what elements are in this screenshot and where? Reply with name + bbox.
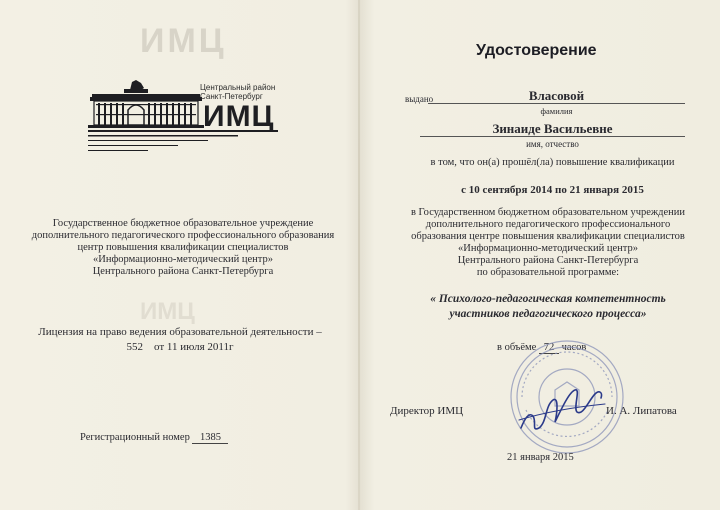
- watermark-logo: ИМЦ: [140, 22, 227, 60]
- license-number: 552: [126, 341, 143, 353]
- org-left-line: Государственное бюджетное образовательное учреждение: [52, 218, 314, 229]
- course-dates: с 10 сентября 2014 по 21 января 2015: [461, 184, 644, 196]
- registration-label: Регистрационный номер: [80, 432, 190, 443]
- program-line: участников педагогического процесса»: [449, 308, 647, 320]
- organization-right: [393, 207, 703, 279]
- license-number-line: [20, 340, 340, 355]
- org-left-line: центр повышения квалификации специалистов: [77, 242, 289, 253]
- certify-text: в том, что он(а) прошёл(ла) повышение квалификации: [430, 157, 675, 168]
- org-left-line: «Информационно-методический центр»: [93, 254, 273, 265]
- license-line: Лицензия на право ведения образовательной деятельности –: [38, 326, 322, 338]
- volume-prefix: в объёме: [497, 342, 537, 353]
- org-left-line: дополнительного педагогического профессионального образования: [31, 230, 335, 241]
- director-name: И. А. Липатова: [606, 405, 677, 417]
- firstname-caption: имя, отчество: [526, 139, 579, 149]
- org-right-line: «Информационно-методический центр»: [458, 243, 638, 254]
- document-title: Удостоверение: [476, 42, 597, 59]
- director-signature: [515, 378, 610, 438]
- org-right-line: по образовательной программе:: [476, 267, 620, 278]
- page-fold: [358, 0, 360, 510]
- logo-abbreviation: ИМЦ: [203, 100, 275, 133]
- org-right-line: Центрального района Санкт-Петербурга: [457, 255, 639, 266]
- org-left-line: Центрального района Санкт-Петербурга: [92, 266, 274, 277]
- org-right-line: дополнительного педагогического профессионального: [425, 219, 671, 230]
- watermark-logo-lower: ИМЦ: [140, 298, 195, 325]
- registration-number: [80, 432, 228, 444]
- logo-caption-line1: Центральный район: [200, 83, 276, 92]
- registration-value: 1385: [192, 432, 228, 444]
- issued-label: выдано: [405, 94, 434, 104]
- license-date: от 11 июля 2011г: [154, 341, 234, 353]
- license-block: [20, 325, 340, 355]
- logo-caption-line2: Санкт-Петербург: [200, 92, 263, 101]
- volume-hours: 72: [539, 342, 559, 354]
- org-right-line: в Государственном бюджетном образовательном учреждении: [410, 207, 686, 218]
- volume-suffix: часов: [561, 342, 587, 353]
- signing-date: 21 января 2015: [507, 452, 574, 463]
- director-label: Директор ИМЦ: [390, 405, 464, 417]
- logo-caption: [200, 83, 275, 101]
- organization-left: [22, 218, 344, 278]
- program-title: [393, 292, 703, 322]
- surname: Власовой: [528, 88, 585, 103]
- surname-caption: фамилия: [540, 106, 573, 116]
- firstname: Зинаиде Васильевне: [492, 121, 613, 136]
- org-right-line: образования центре повышения квалификации специалистов: [411, 231, 685, 242]
- program-line: « Психолого-педагогическая компетентность: [430, 293, 666, 305]
